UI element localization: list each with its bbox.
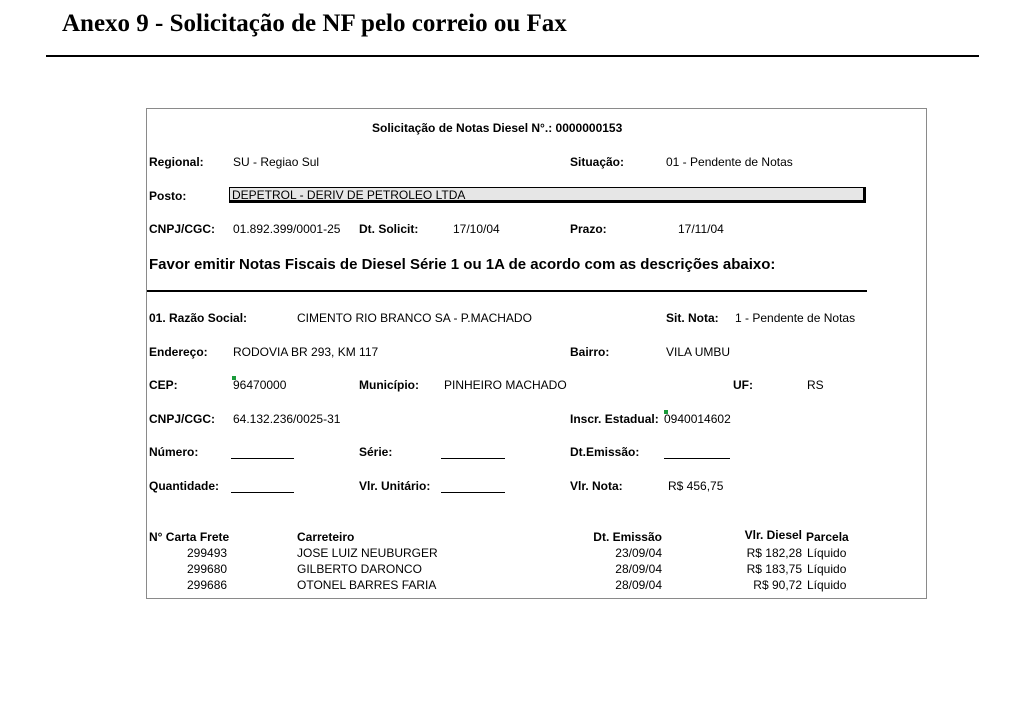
sit-nota-value: 1 - Pendente de Notas (735, 311, 856, 325)
table-row-parcela: Líquido (807, 546, 847, 560)
table-row-carreteiro: GILBERTO DARONCO (297, 562, 422, 576)
quantidade-field[interactable] (231, 492, 294, 493)
municipio-label: Município: (359, 378, 419, 392)
page-title: Anexo 9 - Solicitação de NF pelo correio ou Fax (62, 10, 567, 37)
numero-field[interactable] (231, 458, 294, 459)
posto-field[interactable] (229, 187, 866, 203)
table-row-carta-frete: 299686 (187, 578, 228, 592)
sit-nota-label: Sit. Nota: (666, 311, 719, 325)
vlr-unitario-label: Vlr. Unitário: (359, 479, 431, 493)
cep-label: CEP: (149, 378, 178, 392)
table-row-vlr-diesel: R$ 90,72 (753, 578, 802, 592)
header-dt-emissao: Dt. Emissão (593, 530, 662, 544)
cnpj-nota-value: 64.132.236/0025-31 (233, 412, 341, 426)
dt-emissao-label: Dt.Emissão: (570, 445, 640, 459)
header-carreteiro: Carreteiro (297, 530, 355, 544)
dt-emissao-field[interactable] (664, 458, 730, 459)
header-parcela: Parcela (806, 530, 849, 544)
endereco-label: Endereço: (149, 345, 208, 359)
serie-field[interactable] (441, 458, 505, 459)
table-row-carta-frete: 299493 (187, 546, 228, 560)
inscr-estadual-value: 0940014602 (664, 412, 731, 426)
quantidade-label: Quantidade: (149, 479, 220, 493)
cnpj-value: 01.892.399/0001-25 (233, 222, 341, 236)
prazo-value: 17/11/04 (678, 222, 724, 236)
regional-label: Regional: (149, 155, 204, 169)
bairro-value: VILA UMBU (666, 345, 731, 359)
table-row-carreteiro: OTONEL BARRES FARIA (297, 578, 437, 592)
vlr-nota-value: R$ 456,75 (668, 479, 724, 493)
situacao-label: Situação: (570, 155, 625, 169)
cep-value: 96470000 (233, 378, 287, 392)
prazo-label: Prazo: (570, 222, 607, 236)
form-header: Solicitação de Notas Diesel N°.: 0000000153 (372, 121, 623, 135)
instruction-text: Favor emitir Notas Fiscais de Diesel Série 1 ou 1A de acordo com as descrições abaixo: (149, 256, 776, 273)
section-divider (147, 290, 867, 292)
table-row-carta-frete: 299680 (187, 562, 228, 576)
razao-value: CIMENTO RIO BRANCO SA - P.MACHADO (297, 311, 532, 325)
dt-solicit-label: Dt. Solicit: (359, 222, 419, 236)
vlr-unitario-field[interactable] (441, 492, 505, 493)
table-row-carreteiro: JOSE LUIZ NEUBURGER (297, 546, 438, 560)
situacao-value: 01 - Pendente de Notas (666, 155, 793, 169)
bairro-label: Bairro: (570, 345, 610, 359)
table-row-parcela: Líquido (807, 578, 847, 592)
posto-label: Posto: (149, 189, 187, 203)
numero-label: Número: (149, 445, 199, 459)
header-carta-frete: N° Carta Frete (149, 530, 230, 544)
table-row-parcela: Líquido (807, 562, 847, 576)
table-row-dt-emissao: 28/09/04 (615, 578, 662, 592)
table-row-vlr-diesel: R$ 183,75 (746, 562, 802, 576)
table-row-vlr-diesel: R$ 182,28 (746, 546, 802, 560)
table-row-dt-emissao: 28/09/04 (615, 562, 662, 576)
header-vlr-diesel: Vlr. Diesel (744, 528, 802, 542)
cnpj-nota-label: CNPJ/CGC: (149, 412, 216, 426)
dt-solicit-value: 17/10/04 (453, 222, 500, 236)
cnpj-label: CNPJ/CGC: (149, 222, 216, 236)
table-row-dt-emissao: 23/09/04 (615, 546, 662, 560)
uf-value: RS (807, 378, 824, 392)
municipio-value: PINHEIRO MACHADO (444, 378, 567, 392)
posto-value: DEPETROL - DERIV DE PETROLEO LTDA (232, 188, 466, 202)
razao-label: 01. Razão Social: (149, 311, 248, 325)
request-form (146, 108, 927, 599)
uf-label: UF: (733, 378, 753, 392)
serie-label: Série: (359, 445, 393, 459)
vlr-nota-label: Vlr. Nota: (570, 479, 623, 493)
inscr-estadual-label: Inscr. Estadual: (570, 412, 659, 426)
title-divider (46, 55, 979, 57)
regional-value: SU - Regiao Sul (233, 155, 320, 169)
endereco-value: RODOVIA BR 293, KM 117 (233, 345, 379, 359)
